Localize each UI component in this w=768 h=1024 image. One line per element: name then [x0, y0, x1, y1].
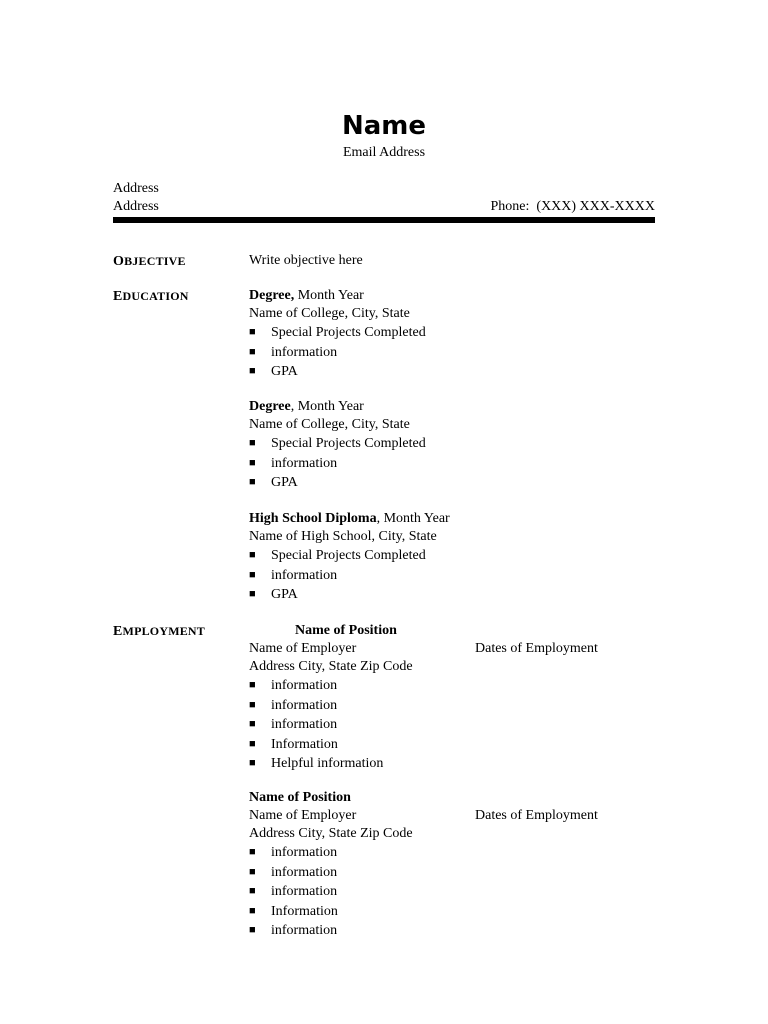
list-item [249, 454, 669, 474]
employment-heading [113, 622, 205, 641]
phone-number: Phone: (XXX) XXX-XXXX [490, 199, 655, 214]
school-line: Name of High School, City, State [249, 529, 437, 544]
list-item-text: Information [271, 736, 338, 752]
degree-title: Degree [249, 399, 291, 414]
employer-address: Address City, State Zip Code [249, 659, 413, 674]
education-heading [113, 287, 189, 306]
employment-heading-initial: E [113, 624, 123, 639]
list-item-text: Information [271, 903, 338, 919]
list-item-text: information [271, 884, 338, 899]
list-item [249, 882, 669, 902]
list-item [249, 323, 669, 343]
bullet-icon: ■ [249, 737, 256, 750]
objective-heading-rest: BJECTIVE [124, 254, 186, 268]
bullet-icon: ■ [249, 476, 256, 488]
list-item [249, 546, 669, 566]
degree-date: , Month Year [376, 511, 450, 526]
degree-line [249, 287, 669, 305]
position-title [249, 789, 669, 807]
list-item-text: Special Projects Completed [271, 548, 426, 563]
list-item-text: Special Projects Completed [271, 436, 426, 451]
position-title [249, 622, 669, 640]
list-item [249, 735, 669, 755]
employer-address: Address City, State Zip Code [249, 826, 413, 841]
list-item-text: Helpful information [271, 756, 384, 771]
education-entry-3 [249, 510, 669, 605]
list-item [249, 566, 669, 586]
employer-line [249, 640, 669, 658]
employment-entry-2 [249, 789, 669, 941]
school-line: Name of College, City, State [249, 306, 410, 321]
education-entry-2 [249, 398, 669, 493]
degree-line [249, 398, 669, 416]
degree-line [249, 510, 669, 528]
bullet-icon: ■ [249, 865, 256, 878]
list-item [249, 843, 669, 863]
degree-title: High School Diploma [249, 511, 377, 526]
employer-name: Name of Employer [249, 808, 357, 823]
candidate-name: Name [341, 111, 427, 141]
list-item [249, 473, 669, 493]
degree-date: Month Year [294, 288, 364, 303]
bullet-icon: ■ [249, 326, 256, 338]
list-item [249, 343, 669, 363]
position-title-text: Name of Position [295, 623, 397, 638]
employer-name: Name of Employer [249, 641, 357, 656]
education-heading-rest: DUCATION [122, 289, 189, 303]
employment-heading-rest: MPLOYMENT [122, 624, 206, 638]
address-line-2: Address [113, 199, 159, 214]
education-entry-1 [249, 287, 669, 382]
education-heading-initial: E [113, 289, 123, 304]
employment-dates: Dates of Employment [475, 641, 598, 656]
bullet-icon: ■ [249, 885, 256, 897]
bullet-icon: ■ [249, 718, 256, 730]
list-item [249, 902, 669, 922]
bullet-icon: ■ [249, 345, 256, 358]
list-item-text: information [271, 344, 338, 360]
bullet-icon: ■ [249, 679, 256, 691]
address-line-1: Address [113, 181, 159, 196]
bullet-icon: ■ [249, 698, 256, 711]
objective-section [249, 252, 669, 270]
bullet-icon: ■ [249, 365, 256, 377]
bullet-icon: ■ [249, 904, 256, 917]
list-item-text: information [271, 567, 338, 583]
list-item-text: information [271, 923, 338, 938]
bullet-icon: ■ [249, 588, 256, 600]
list-item-text: information [271, 845, 338, 860]
header-divider [113, 217, 655, 223]
list-item-text: Special Projects Completed [271, 325, 426, 340]
bullet-icon: ■ [249, 924, 256, 936]
list-item-text: information [271, 678, 338, 693]
list-item-text: information [271, 864, 338, 880]
list-item-text: GPA [271, 475, 298, 490]
bullet-icon: ■ [249, 846, 256, 858]
list-item [249, 362, 669, 382]
bullet-icon: ■ [249, 437, 256, 449]
bullet-icon: ■ [249, 456, 256, 469]
degree-date: , Month Year [290, 399, 364, 414]
email-address: Email Address [342, 145, 426, 160]
list-item [249, 434, 669, 454]
list-item [249, 676, 669, 696]
school-line: Name of College, City, State [249, 417, 410, 432]
list-item [249, 585, 669, 605]
list-item [249, 863, 669, 883]
list-item [249, 921, 669, 941]
degree-title: Degree, [249, 288, 295, 303]
employment-entry-1 [249, 622, 669, 774]
position-title-text: Name of Position [249, 790, 351, 805]
objective-heading-initial: O [113, 254, 125, 269]
list-item-text: information [271, 455, 338, 471]
list-item-text: GPA [271, 587, 298, 602]
employer-line [249, 807, 669, 825]
list-item [249, 754, 669, 774]
objective-text: Write objective here [249, 253, 363, 268]
list-item-text: information [271, 697, 338, 713]
bullet-icon: ■ [249, 757, 256, 769]
list-item-text: GPA [271, 364, 298, 379]
list-item [249, 696, 669, 716]
objective-heading [113, 252, 186, 271]
bullet-icon: ■ [249, 549, 256, 561]
list-item [249, 715, 669, 735]
bullet-icon: ■ [249, 568, 256, 581]
list-item-text: information [271, 717, 338, 732]
employment-dates: Dates of Employment [475, 808, 598, 823]
